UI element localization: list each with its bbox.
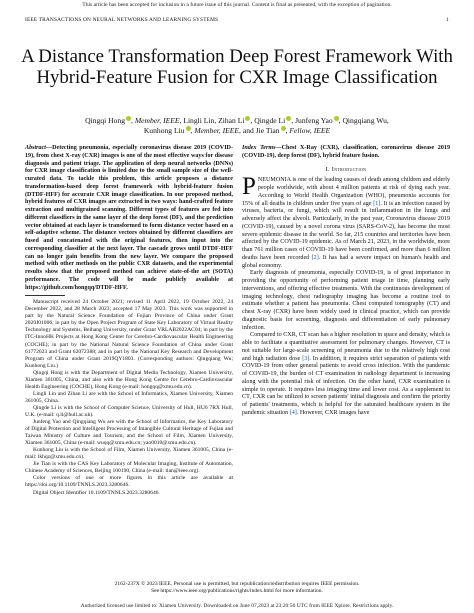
- abstract-label: Abstract: [25, 145, 46, 151]
- footnote-affiliation: Lingli Lin and Zihan Li are with the School of Informatics, Xiamen University, Xiamen 361005, China.: [25, 390, 233, 404]
- copyright-line: 2162-237X © 2023 IEEE. Personal use is permitted, but republication/redistribution requires IEEE permission.: [114, 581, 360, 587]
- footnote-color-versions: Color versions of one or more figures in this article are available at https://doi.org/10.1109/TNNLS.2023.3280646.: [25, 475, 233, 489]
- footnote-manuscript: Manuscript received 24 October 2021; revised 11 April 2022, 19 October 2022, 24 December 2022, and 28 March 2023; accepted 17 May 2023. This work was supported in part by the Natural Science Foundation of Fujian Province of China under Grant 2020J01006; in part by the Open Project Program of State Key Laboratory of Virtual Reality Technology and Systems, Beihang University, under Grant VRLAB2022AC04; in part by the ITC-InnoHK Projects at Hong Kong Center for Cerebro-Cardiovascular Health Engineering (COCHE); in part by the National Natural Science Foundation of China under Grant 61772023 and Grant 62072388; and in part by the National Key Research and Development Program of China under Grant 2019QY1803. (Corresponding authors: Qingqiang Wu; Kunhong Liu.): [25, 299, 233, 369]
- left-column: [25, 145, 233, 497]
- index-terms: [242, 145, 450, 161]
- citation-link[interactable]: [4]: [289, 409, 297, 416]
- author-name: Qingqiang Wu,: [342, 116, 389, 125]
- footnotes: [25, 299, 233, 496]
- abstract: [25, 145, 233, 292]
- author-name: Qingde Li: [254, 116, 286, 125]
- footnote-divider: [25, 295, 65, 296]
- footnote-affiliation: Jie Tian is with the CAS Key Laboratory of Molecular Imaging, Institute of Automation, Chinese Academy of Sciences, Beijing 100190, China (e-mail: tian@ieee.org).: [25, 461, 233, 475]
- author-list: [40, 116, 434, 137]
- license-notice: Authorized licensed use limited to: Xiamen University. Downloaded on June 07,2023 at 23:20:56 UTC from IEEE Xplore. Restrictions apply.: [80, 603, 394, 609]
- drop-cap: P: [242, 173, 256, 201]
- intro-paragraph-2: Early diagnosis of pneumonia, especially COVID-19, is of great importance in providing the opportunity of performing patient triage in time, planning early interventions, and offering effective treatments. With the continuous development of imaging technology, chest radiography imaging has become a routine tool to estimate whether a patient has pneumonia. Chest computed tomography (CT) and chest X-ray (CXR) have been widely used in clinical practice, which can provide diagnostic basis for screening, diagnosis and differentiation of early pulmonary infection.: [242, 270, 450, 331]
- footnote-doi: Digital Object Identifier 10.1109/TNNLS.2023.3280646: [33, 489, 159, 496]
- abstract-text: —Detecting pneumonia, especially coronavirus disease 2019 (COVID-19), from chest X-ray (CXR) images is one of the most effective ways for disease diagnosis and patient triage. The application of deep neural networks (DNNs) for CXR image classification is limited due to the small sample size of the well-curated data. To tackle this problem, this article proposes a distance transformation-based deep forest framework with hybrid-feature fusion (DTDF-HFF) for accurate CXR image classification. In our proposed method, hybrid features of CXR images are extracted in two ways: hand-crafted feature extraction and multigrained scanning. Different types of features are fed into different classifiers in the same layer of the deep forest (DF), and the prediction vector obtained at each layer is transformed to form distance vector based on a self-adaptive scheme. The distance vectors obtained by different classifiers are fused and concatenated with the original features, then input into the corresponding classifier at the next layer. The cascade grows until DTDF-HFF can no longer gain benefits from the new layer. We compare the proposed method with other methods on the public CXR datasets, and the experimental results show that the proposed method can achieve state-of-the art (SOTA) performance. The code will be made publicly available at: [25, 145, 233, 283]
- section-heading-introduction: I. Introduction: [325, 165, 367, 173]
- author-name: Jie Tian: [255, 126, 280, 136]
- paper-title: A Distance Transformation Deep Forest Framework With Hybrid-Feature Fusion for CXR Image Classification: [21, 46, 453, 88]
- citation-link[interactable]: [2]: [311, 254, 319, 261]
- footnote-affiliation: Qingde Li is with the School of Computer Science, University of Hull, HU6 7RX Hull, U.K. (e-mail: q.li@hull.ac.uk).: [25, 404, 233, 418]
- author-name: Junfeng Yao: [295, 116, 333, 125]
- intro-paragraph-3: Compared to CXR, CT scan has a higher resolution in space and density, which is able to facilitate a quantitative assessment for pulmonary changes. However, CT is not suitable for large-scale screening of pneumonia due to the relatively high cost and high radiation dose [3]. In addition, it requires strict separation of patients with COVID-19 from other general patients to avoid cross infection. With the pandemic of COVID-19, the burden of CT examination in radiology department is increasing along with the potential risk of infection. On the other hand, CXR examination is simple to operate. It requires less imaging time and lower cost. As a supplement to CT, CXR can be utilized to screen patients' initial diagnosis and confirm the priority of patients' treatments, which is helpful for the saturated healthcare system in the pandemic situation [4]. However, CXR images have: [242, 332, 450, 416]
- footnote-affiliation: Kunhong Liu is with the School of Film, Xiamen University, Xiamen 361005, China (e-mail: lkhqz@xmu.edu.cn).: [25, 447, 233, 461]
- page-number: 1: [446, 17, 449, 23]
- author-name: Kunhong Liu: [143, 126, 185, 136]
- intro-paragraph-1: PNEUMONIA is one of the leading causes of death among children and elderly people worldwide, with about 4 million patients at risk of dying each year. According to World Health Organization (WHO), pneumonia accounts for 15% of all deaths in children under five years of age [1]. It is an infection caused by viruses, bacteria, or fungi, which will result in inflammation in the lungs and adversely affect the alveoli. Particularly, in the past year, Coronavirus disease 2019 (COVID-19), caused by a novel corona virus (SARS-CoV-2), has become the most severe epidemic disease in the world. So far, 215 countries and territories have been affected by the COVID-19 epidemic. As of March 21, 2023, in the worldwide, more than 761 million cases of COVID-19 have been confirmed, and more than 6 million deaths have been recorded [2]. It has had a severe impact on human's health and global economy.: [242, 173, 451, 269]
- author-role: Member, IEEE: [194, 126, 240, 136]
- index-terms-text: —Chest X-Ray (CXR), classification, coronavirus disease 2019 (COVID-19), deep forest (DF), hybrid feature fusion.: [242, 145, 450, 159]
- author-role: Member, IEEE: [134, 116, 180, 125]
- index-terms-label: Index Terms: [242, 145, 276, 151]
- running-head: [25, 17, 449, 24]
- rights-link[interactable]: See https://www.ieee.org/publications/rights/index.html for more information.: [151, 588, 323, 594]
- right-column: [242, 145, 450, 418]
- introduction-text: [242, 173, 451, 417]
- code-link[interactable]: https://github.com/hongqq/DTDF-HFF.: [25, 284, 128, 291]
- author-line-1: Qingqi Hong , Member, IEEE, Lingli Lin, Zihan Li , Qingde Li , Junfeng Yao , Qingqiang Wu,: [85, 116, 389, 125]
- author-line-2: Kunhong Liu , Member, IEEE, and Jie Tian , Fellow, IEEE: [143, 126, 331, 136]
- footnote-affiliation: Junfeng Yao and Qingqiang Wu are with the School of Informatics, the Key Laboratory of Digital Protection and Intelligent Processing of Intangible Cultural Heritage of Fujian and Taiwan Ministry of Culture and Tourism, and the School of Film, Xiamen University, Xiamen 361005, China (e-mail: wuqq@xmu.edu.cn; yao0010@xmu.edu.cn).: [25, 419, 233, 447]
- copyright-footer: [0, 581, 474, 595]
- acceptance-notice: This article has been accepted for inclusion in a future issue of this journal. Content is final as presented, with the exception of pagination.: [82, 2, 392, 8]
- author-name: Lingli Lin, Zihan Li: [183, 116, 245, 125]
- footnote-affiliation: Qingqi Hong is with the Department of Digital Media Technology, Xiamen University, Xiamen 361005, China, and also with the Hong Kong Centre for Cerebro-Cardiovascular Health Engineering (COCHE), Hong Kong (e-mail: hongqq@xmu.edu.cn).: [25, 369, 233, 390]
- author-role: Fellow, IEEE: [289, 126, 331, 136]
- author-name: Qingqi Hong: [85, 116, 126, 125]
- citation-link[interactable]: [1]: [373, 200, 381, 207]
- citation-link[interactable]: [3]: [302, 355, 310, 362]
- journal-name: IEEE TRANSACTIONS ON NEURAL NETWORKS AND LEARNING SYSTEMS: [25, 17, 219, 23]
